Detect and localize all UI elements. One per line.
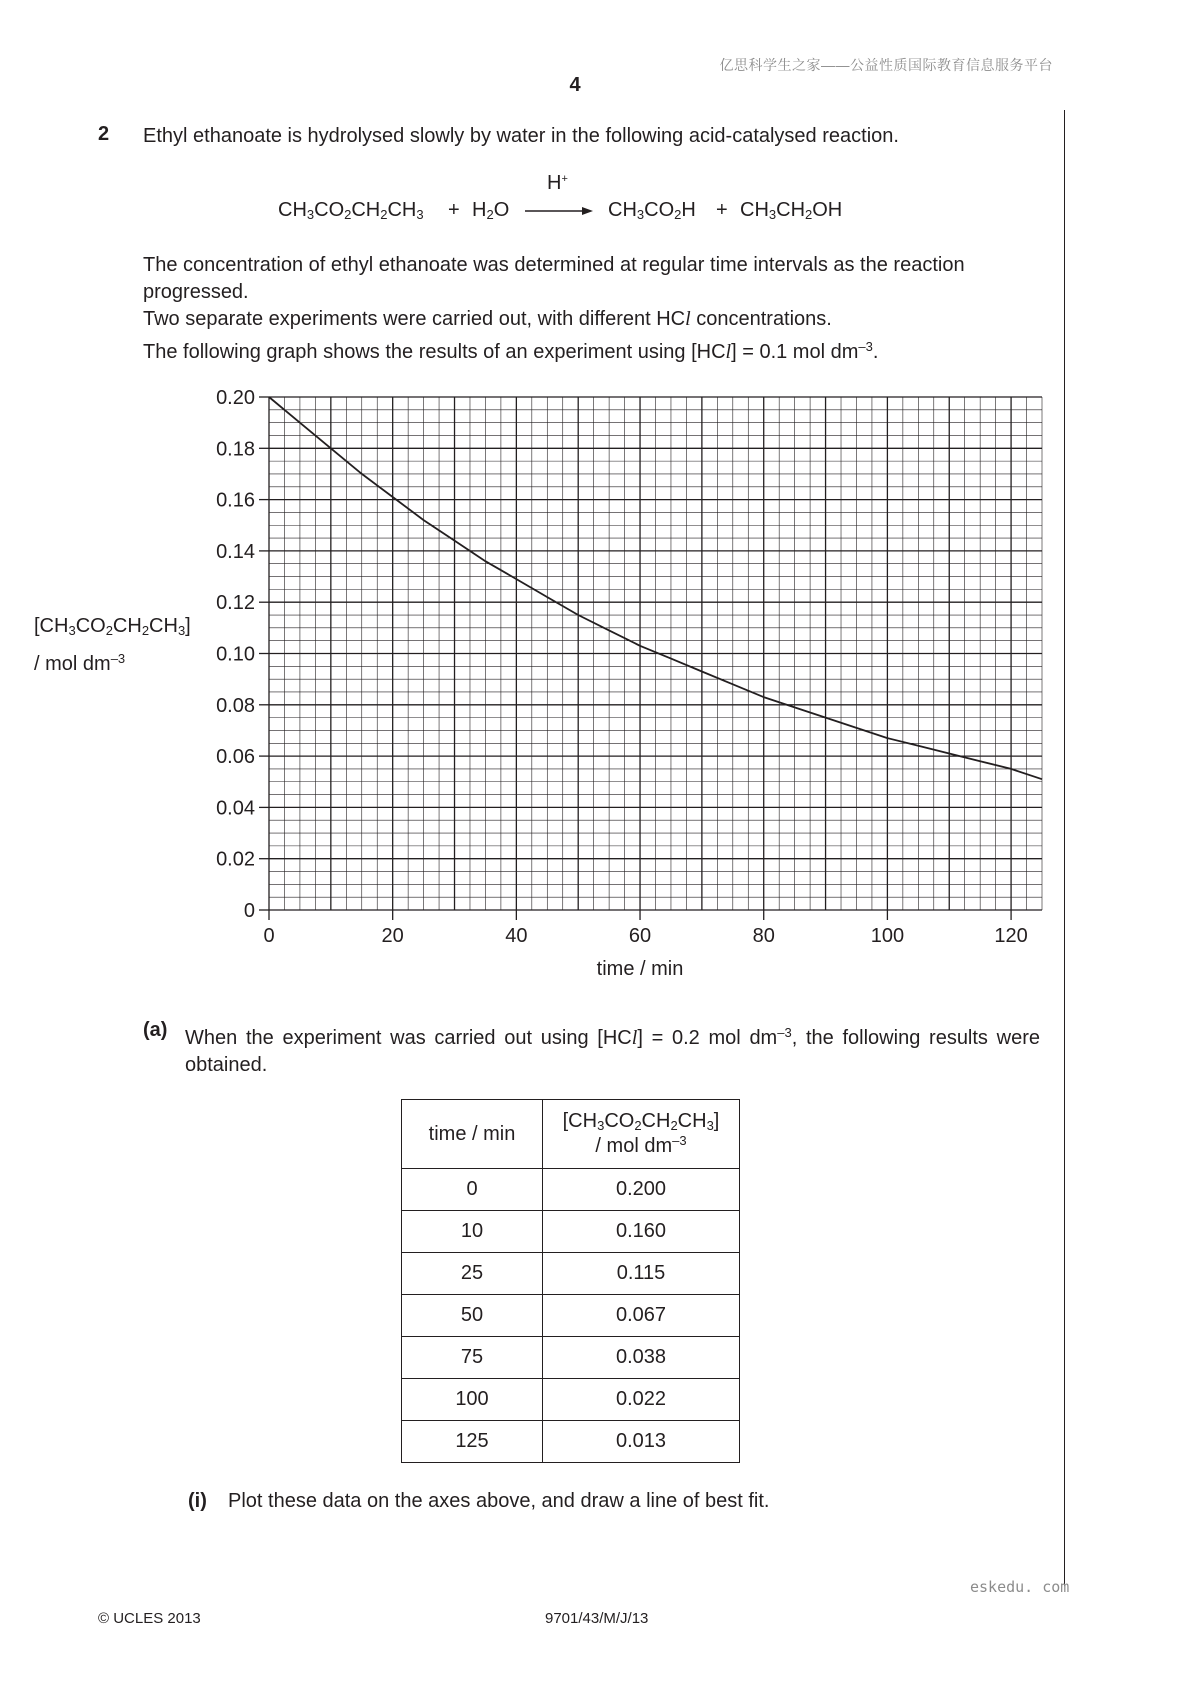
equation-catalyst: H+ (547, 172, 568, 194)
header-concentration: $[CH_3CO_2CH_2CH_3]$ / mol $dm^{-3}$ (543, 1100, 740, 1169)
equation-reactant1: $CH_3CO_2CH_2CH_3$ (278, 199, 424, 222)
table-row: 100 0.022 (402, 1379, 740, 1421)
x-tick-label: 40 (505, 925, 528, 947)
para-concentration: The concentration of ethyl ethanoate was determined at regular time intervals as the reaction progressed. (143, 254, 965, 303)
y-tick-label: 0.12 (216, 592, 255, 615)
header-watermark: 亿思科学生之家——公益性质国际教育信息服务平台 (719, 57, 1053, 73)
table-row: 125 0.013 (402, 1421, 740, 1463)
x-tick-label: 20 (381, 925, 404, 947)
table-row: 10 0.160 (402, 1211, 740, 1253)
y-tick-label: 0.18 (216, 438, 255, 461)
x-tick-label: 100 (870, 925, 905, 947)
table-row: 0 0.200 (402, 1169, 740, 1211)
part-a-text: When the experiment was carried out using [HCl] = 0.2 mol $dm^{-3}$, the following results were obtained. (185, 1025, 1041, 1076)
part-i-text: Plot these data on the axes above, and draw a line of best fit. (228, 1490, 770, 1512)
footer-paper-code: 9701/43/M/J/13 (545, 1610, 649, 1627)
part-i-label: (i) (188, 1490, 207, 1512)
y-tick-label: 0.04 (216, 797, 255, 820)
y-tick-label: 0.08 (216, 694, 255, 717)
para-experiments: Two separate experiments were carried out, with different HCl concentrations. (143, 308, 832, 330)
equation-reactant2: $H_2O$ (472, 199, 510, 222)
table-row: 75 0.038 (402, 1337, 740, 1379)
footer-watermark: eskedu. com (970, 1578, 1070, 1596)
y-tick-label: 0.20 (216, 387, 255, 409)
table-row: 50 0.067 (402, 1295, 740, 1337)
footer-copyright: © UCLES 2013 (98, 1610, 201, 1627)
x-tick-label: 0 (263, 925, 275, 947)
question-number: 2 (98, 123, 110, 145)
y-tick-label: 0.16 (216, 489, 255, 512)
y-tick-label: 0.06 (216, 746, 255, 769)
y-axis-label: $[CH_3CO_2CH_2CH_3]$ / mol $dm^{-3}$ (34, 615, 191, 675)
y-tick-label: 0.10 (216, 643, 255, 666)
equation-plus-1: + (448, 199, 460, 221)
table-row: 25 0.115 (402, 1253, 740, 1295)
y-tick-label: 0.14 (216, 540, 255, 563)
x-tick-label: 120 (994, 925, 1028, 947)
x-tick-label: 80 (752, 925, 775, 947)
equation-plus-2: + (716, 199, 728, 221)
x-axis-label: time / min (596, 958, 684, 980)
part-a-label: (a) (143, 1019, 168, 1041)
results-table (401, 1099, 740, 1463)
page-number: 4 (569, 74, 581, 96)
header-time: time / min (402, 1100, 543, 1169)
question-intro: Ethyl ethanoate is hydrolysed slowly by water in the following acid-catalysed reaction. (143, 125, 899, 147)
y-tick-label: 0 (243, 900, 255, 922)
table-header-row (402, 1100, 740, 1169)
y-tick-label: 0.02 (216, 848, 255, 871)
equation-product1: $CH_3CO_2H$ (608, 199, 696, 222)
equation-product2: $CH_3CH_2OH$ (740, 199, 843, 222)
x-tick-label: 60 (628, 925, 652, 947)
para-graph-intro: The following graph shows the results of an experiment using [HCl] = 0.1 mol $dm^{-3}$. (143, 339, 879, 363)
